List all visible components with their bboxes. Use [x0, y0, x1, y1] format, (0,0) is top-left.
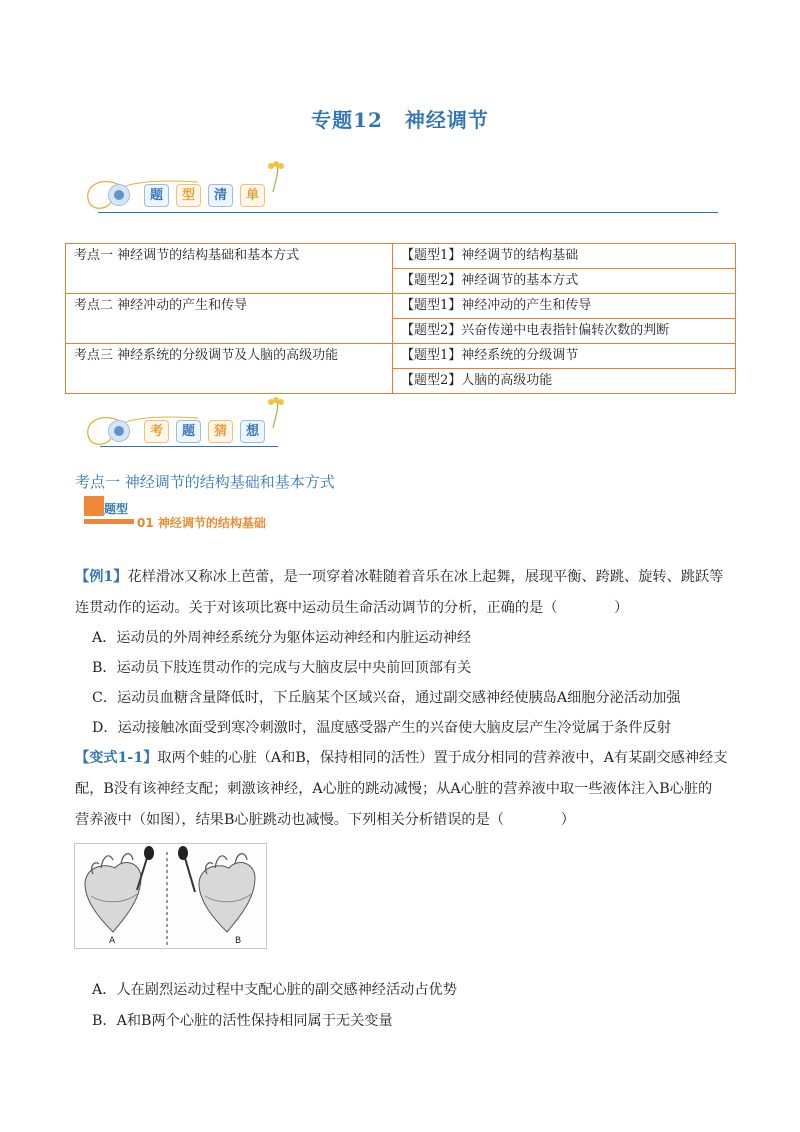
bullet-circle-icon — [108, 184, 130, 206]
table-row — [66, 294, 736, 319]
type-cell: 【题型2】人脑的高级功能 — [393, 369, 736, 394]
heart-illustration-icon — [75, 844, 268, 950]
variant-line-3: 营养液中（如图），结果B心脏跳动也减慢。下列相关分析错误的是（ ） — [75, 812, 575, 828]
option-c: C．运动员血糖含量降低时，下丘脑某个区域兴奋，通过副交感神经使胰岛A细胞分泌活动加强 — [92, 690, 681, 706]
variant-option-a: A．人在剧烈运动过程中支配心脏的副交感神经活动占优势 — [92, 982, 457, 998]
banner-char-3: 猜 — [208, 420, 233, 443]
type-label-text: 题型 — [104, 502, 129, 516]
banner-char-4: 单 — [240, 184, 265, 207]
type-subtitle: 01 神经调节的结构基础 — [137, 516, 266, 530]
option-b: B．运动员下肢连贯动作的完成与大脑皮层中央前回顶部有关 — [92, 660, 472, 676]
exam-guess-banner — [78, 396, 358, 448]
example-tag: 【例1】 — [75, 569, 128, 585]
topic-cell: 考点三 神经系统的分级调节及人脑的高级功能 — [66, 344, 393, 394]
option-a: A．运动员的外周神经系统分为躯体运动神经和内脏运动神经 — [92, 630, 472, 646]
topic-cell: 考点二 神经冲动的产生和传导 — [66, 294, 393, 344]
table-row — [66, 244, 736, 269]
type-bar-decoration — [84, 519, 134, 524]
figure-label-b: B — [235, 936, 242, 946]
bullet-circle-icon — [108, 420, 130, 442]
type-cell: 【题型1】神经冲动的产生和传导 — [393, 294, 736, 319]
type-cell: 【题型1】神经调节的结构基础 — [393, 244, 736, 269]
section-heading: 考点一 神经调节的结构基础和基本方式 — [75, 473, 335, 491]
page-title — [0, 104, 800, 133]
heart-experiment-figure — [74, 843, 267, 949]
type-cell: 【题型1】神经系统的分级调节 — [393, 344, 736, 369]
type-square-icon — [84, 496, 104, 516]
topics-table — [65, 243, 736, 394]
variant-line-2: 配，B没有该神经支配；刺激该神经，A心脏的跳动减慢；从A心脏的营养液中取一些液体注入B心脏的 — [75, 781, 713, 797]
type-cell: 【题型2】神经调节的基本方式 — [393, 269, 736, 294]
figure-label-a: A — [109, 936, 116, 946]
variant-text: 取两个蛙的心脏（A和B，保持相同的活性）置于成分相同的营养液中，A有某副交感神经支 — [157, 750, 728, 766]
variant-option-b: B．A和B两个心脏的活性保持相同属于无关变量 — [92, 1013, 393, 1029]
banner-char-1: 考 — [144, 420, 169, 443]
type-cell: 【题型2】兴奋传递中电表指针偏转次数的判断 — [393, 319, 736, 344]
banner-char-3: 清 — [208, 184, 233, 207]
question-type-label — [84, 496, 344, 532]
banner-char-2: 型 — [176, 184, 201, 207]
variant-line-1 — [75, 748, 727, 768]
banner-char-2: 题 — [176, 420, 201, 443]
example-line-2: 连贯动作的运动。关于对该项比赛中运动员生命活动调节的分析，正确的是（ ） — [75, 600, 629, 616]
topic-cell: 考点一 神经调节的结构基础和基本方式 — [66, 244, 393, 294]
question-list-banner — [78, 160, 738, 216]
banner-underline — [98, 212, 718, 213]
table-row — [66, 344, 736, 369]
banner-underline — [100, 446, 278, 447]
banner-char-4: 想 — [240, 420, 265, 443]
title-text: 神经调节 — [404, 108, 489, 132]
banner-char-1: 题 — [144, 184, 169, 207]
example-line-1 — [75, 567, 723, 587]
variant-tag: 【变式1-1】 — [75, 750, 158, 766]
option-d: D．运动接触冰面受到寒冷刺激时，温度感受器产生的兴奋使大脑皮层产生冷觉属于条件反射 — [92, 720, 671, 736]
example-text: 花样滑冰又称冰上芭蕾，是一项穿着冰鞋随着音乐在冰上起舞，展现平衡、跨跳、旋转、跳跃等 — [127, 569, 724, 585]
title-number: 专题12 — [311, 108, 383, 132]
